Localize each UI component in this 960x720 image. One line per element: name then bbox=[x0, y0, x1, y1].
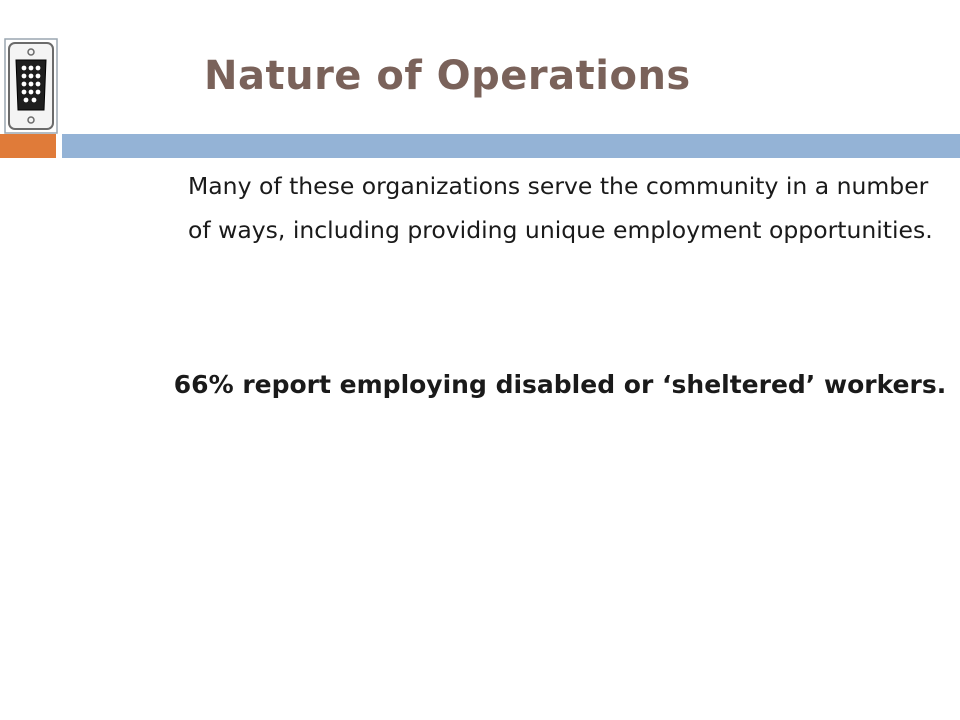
slide-title: Nature of Operations bbox=[204, 53, 691, 99]
accent-bar-blue bbox=[62, 134, 960, 158]
accent-bar-orange bbox=[0, 134, 56, 158]
serial-connector-icon bbox=[4, 38, 58, 134]
statistic-callout: 66% report employing disabled or ‘sheltered’ workers. bbox=[173, 370, 947, 399]
body-paragraph: Many of these organizations serve the community in a number of ways, including providing unique employment opportunities. bbox=[188, 172, 933, 244]
